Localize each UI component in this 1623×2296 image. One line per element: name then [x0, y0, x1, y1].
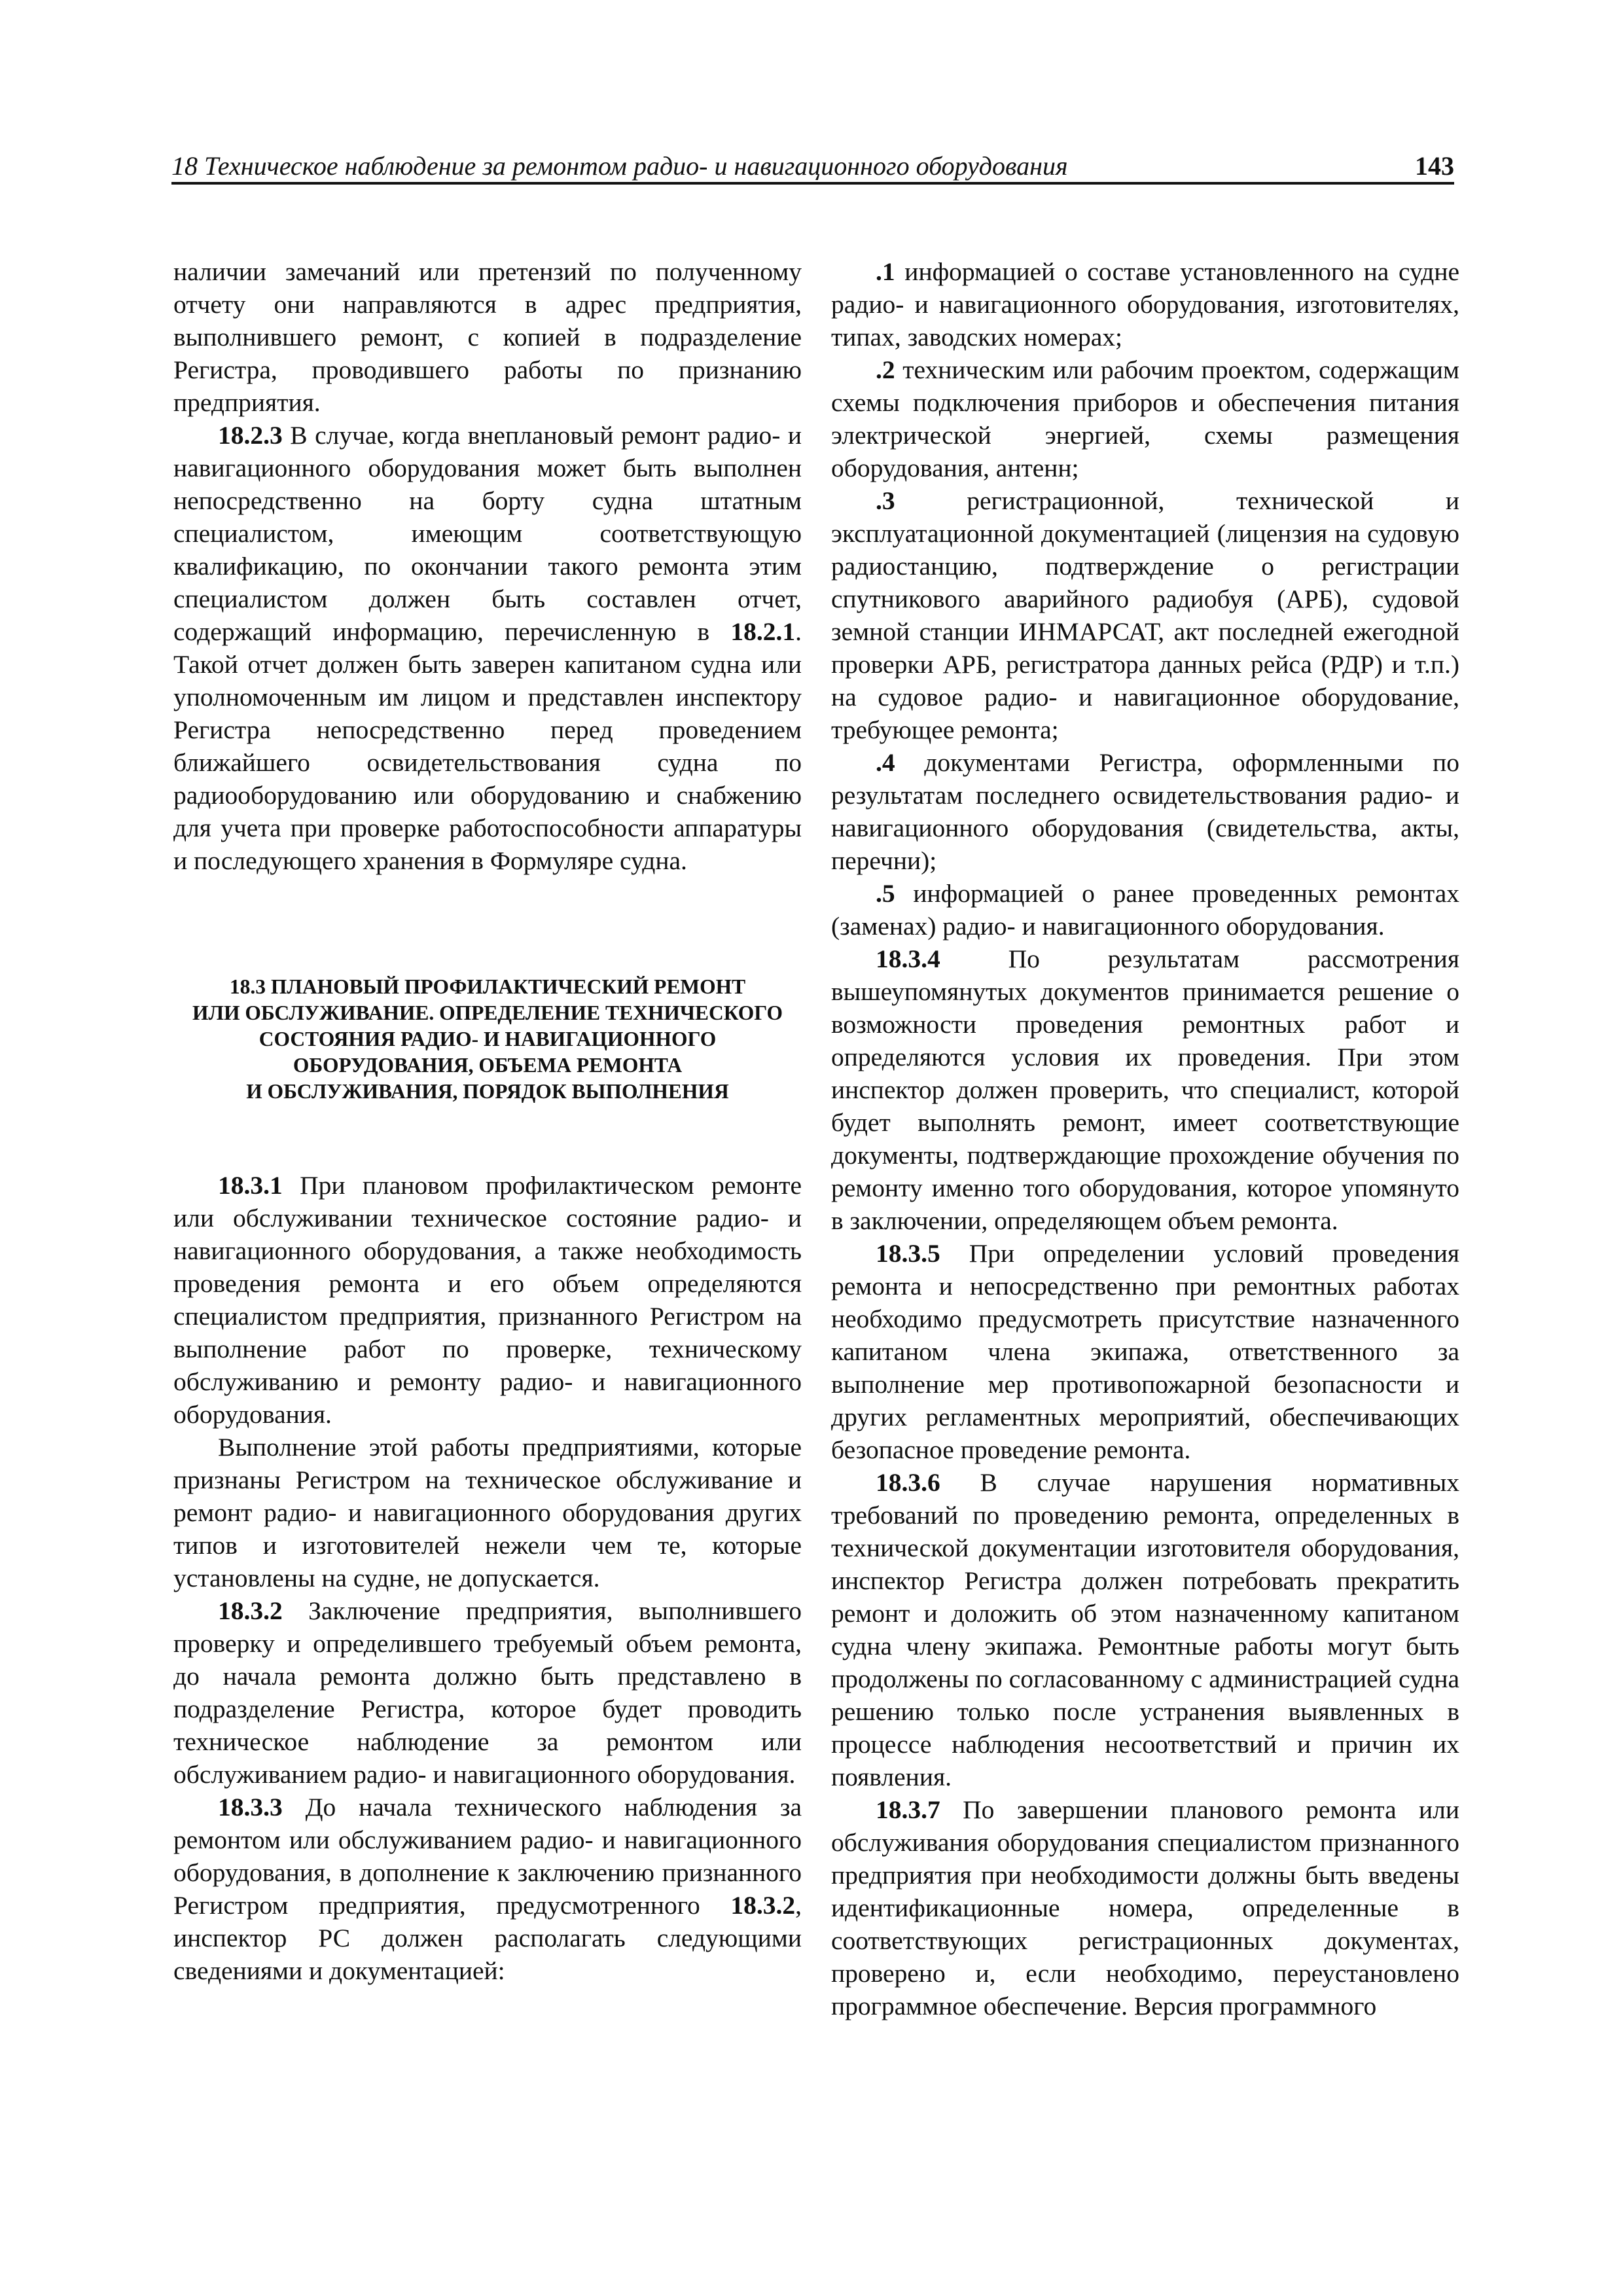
paragraph-18-3-5: 18.3.5 При определении условий проведения ремонта и непосредственно при ремонтных работах необходимо предусмотреть присутствие назначенного капитаном члена экипажа, ответственного за выполнение мер противопожарной безопасности и других регламентных мероприятий, обеспечивающих безопасное проведение ремонта. [831, 1239, 1459, 1464]
paragraph-text: Выполнение этой работы предприятиями, которые признаны Регистром на техническое обслуживание и ремонт радио- и навигационного оборудования других типов и изготовителей нежели чем те, которые установлены на судне, не допускается. [173, 1433, 802, 1592]
list-item-number: .5 [876, 879, 895, 908]
running-header-title: 18 Техническое наблюдение за ремонтом радио- и навигационного оборудования [171, 151, 1068, 181]
list-item-1: .1 информацией о составе установленного на судне радио- и навигационного оборудования, изготовителях, типах, заводских номерах; [831, 257, 1459, 351]
paragraph-18-3-3: 18.3.3 До начала технического наблюдения за ремонтом или обслуживанием радио- и навигационного оборудования, в дополнение к заключению признанного Регистром предприятия, предусмотренного 18.3.2, инспектор РС должен располагать следующими сведениями и документацией: [173, 1793, 802, 1985]
left-column [173, 255, 802, 1987]
clause-number: 18.3.4 [876, 944, 940, 973]
list-item-4: .4 документами Регистра, оформленными по результатам последнего освидетельствования радио- и навигационного оборудования (свидетельства, акты, перечни); [831, 748, 1459, 875]
right-column [831, 255, 1459, 2022]
clause-number: 18.3.7 [876, 1795, 940, 1824]
paragraph-18-3-7: 18.3.7 По завершении планового ремонта или обслуживания оборудования специалистом признанного предприятия при необходимости должны быть введены идентификационные номера, определенные в соответствующих регистрационных документах, проверено и, если необходимо, переустановлено программное обеспечение. Версия программного [831, 1795, 1459, 2020]
section-heading-18-3: 18.3 ПЛАНОВЫЙ ПРОФИЛАКТИЧЕСКИЙ РЕМОНТ ИЛИ ОБСЛУЖИВАНИЕ. ОПРЕДЕЛЕНИЕ ТЕХНИЧЕСКОГО СОСТОЯНИЯ РАДИО- И НАВИГАЦИОННОГО ОБОРУДОВАНИЯ, ОБЪЕМА РЕМОНТА И ОБСЛУЖИВАНИЯ, ПОРЯДОК ВЫПОЛНЕНИЯ [192, 975, 783, 1103]
list-item-number: .2 [876, 355, 895, 384]
running-header [171, 148, 1454, 185]
list-item-2: .2 техническим или рабочим проектом, содержащим схемы подключения приборов и обеспечения питания электрической энергией, схемы размещения оборудования, антенн; [831, 355, 1459, 482]
paragraph-continuation: наличии замечаний или претензий по полученному отчету они направляются в адрес предприятия, выполнившего ремонт, с копией в подразделение Регистра, проводившего работы по признанию предприятия. [173, 257, 802, 417]
clause-number: 18.3.6 [876, 1468, 940, 1497]
clause-number: 18.3.1 [218, 1171, 283, 1200]
list-item-number: .4 [876, 748, 895, 777]
paragraph-18-3-6: 18.3.6 В случае нарушения нормативных требований по проведению ремонта, определенных в технической документации изготовителя оборудования, инспектор Регистра должен потребовать прекратить ремонт и доложить об этом назначенному капитаном судна члену экипажа. Ремонтные работы могут быть продолжены по согласованному с администрацией судна решению только после устранения выявленных в процессе наблюдения несоответствий и причин их появления. [831, 1468, 1459, 1791]
clause-number: 18.3.2 [218, 1596, 283, 1625]
clause-number: 18.3.5 [876, 1239, 940, 1268]
paragraph-18-3-4: 18.3.4 По результатам рассмотрения вышеупомянутых документов принимается решение о возможности проведения ремонтных работ и определяются условия их проведения. При этом инспектор должен проверить, что специалист, которой будет выполнять ремонт, имеет соответствующие документы, подтверждающие прохождение обучения по ремонту именно того оборудования, которое упомянуто в заключении, определяющем объем ремонта. [831, 944, 1459, 1235]
clause-number: 18.2.3 [218, 421, 283, 450]
paragraph-18-3-1: 18.3.1 При плановом профилактическом ремонте или обслуживании техническое состояние радио- и навигационного оборудования, а также необходимость проведения ремонта и его объем определяются специалистом предприятия, признанного Регистром на выполнение работ по проверке, техническому обслуживанию и ремонту радио- и навигационного оборудования. [173, 1171, 802, 1429]
list-item-number: .3 [876, 486, 895, 515]
page-number: 143 [1415, 151, 1454, 181]
paragraph-18-3-2: 18.3.2 Заключение предприятия, выполнившего проверку и определившего требуемый объем ремонта, до начала ремонта должно быть представлено в подразделение Регистра, которое будет проводить техническое наблюдение за ремонтом или обслуживанием радио- и навигационного оборудования. [173, 1596, 802, 1789]
paragraph-18-2-3: 18.2.3 В случае, когда внеплановый ремонт радио- и навигационного оборудования может быть выполнен непосредственно на борту судна штатным специалистом, имеющим соответствующую квалификацию, по окончании такого ремонта этим специалистом должен быть составлен отчет, содержащий информацию, перечисленную в 18.2.1. Такой отчет должен быть заверен капитаном судна или уполномоченным им лицом и представлен инспектору Регистра непосредственно перед проведением ближайшего освидетельствования судна по радиооборудованию или оборудованию и снабжению для учета при проверке работоспособности аппаратуры и последующего хранения в Формуляре судна. [173, 421, 802, 875]
list-item-3: .3 регистрационной, технической и эксплуатационной документацией (лицензия на судовую радиостанцию, подтверждение о регистрации спутникового аварийного радиобуя (АРБ), судовой земной станции ИНМАРСАТ, акт последней ежегодной проверки АРБ, регистратора данных рейса (РДР) и т.п.) на судовое радио- и навигационное оборудование, требующее ремонта; [831, 486, 1459, 744]
clause-reference: 18.3.2 [730, 1891, 796, 1920]
list-item-5: .5 информацией о ранее проведенных ремонтах (заменах) радио- и навигационного оборудования. [831, 879, 1459, 941]
clause-reference: 18.2.1 [730, 617, 796, 646]
clause-number: 18.3.3 [218, 1793, 283, 1821]
list-item-number: .1 [876, 257, 895, 286]
